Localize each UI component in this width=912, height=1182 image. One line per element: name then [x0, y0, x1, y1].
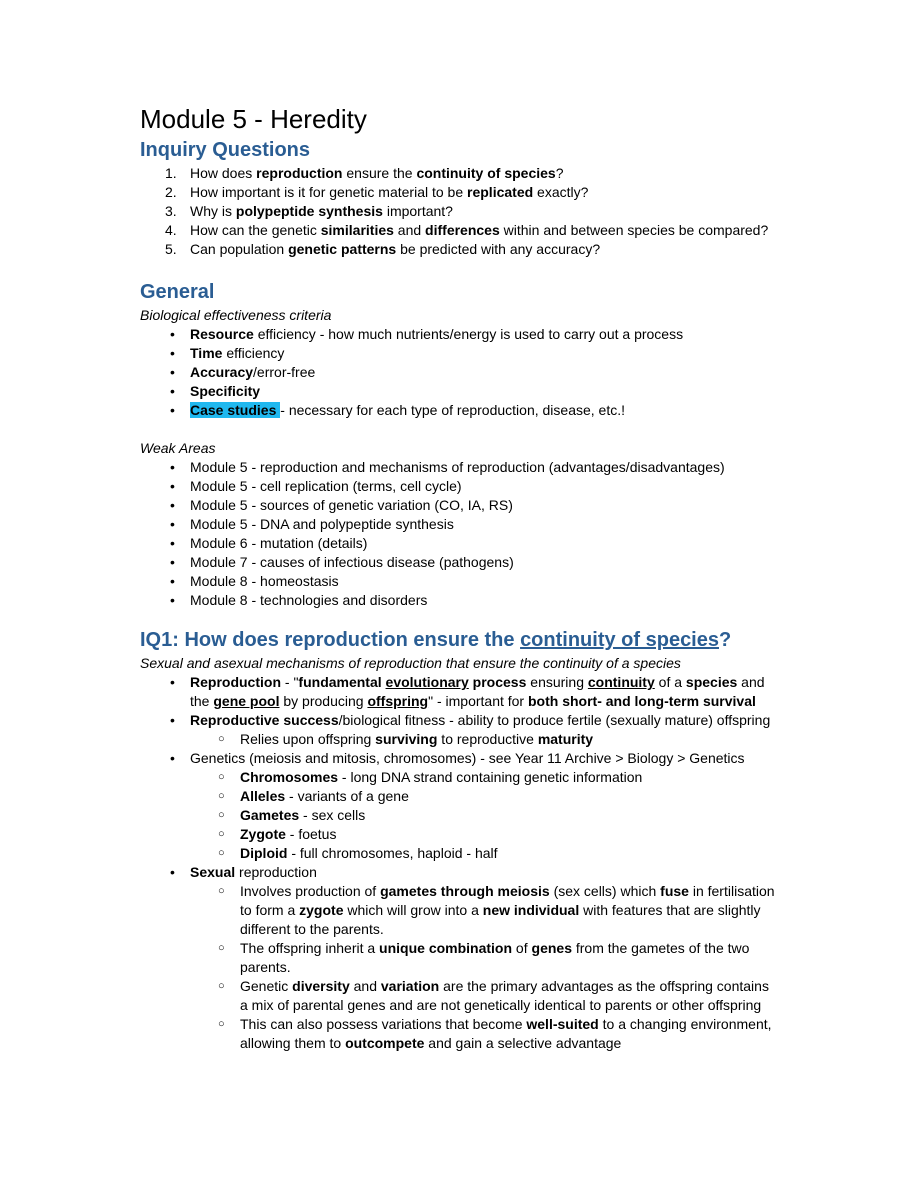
iq1-subitem-text: Relies upon offspring surviving to reproductive maturity [240, 731, 594, 747]
iq1-item [140, 711, 780, 749]
circle-bullet-icon: ○ [218, 1018, 225, 1030]
bullet-icon: • [170, 573, 175, 589]
weak-area-text: Module 8 - technologies and disorders [190, 592, 428, 608]
bullet-icon: • [170, 478, 175, 494]
list-number: 1. [165, 165, 177, 181]
criteria-item [140, 344, 780, 363]
iq1-subitem-text: Genetic diversity and variation are the primary advantages as the offspring contains a mix of parental genes and are not genetically identical to parents or other offspring [240, 978, 769, 1013]
bullet-icon: • [170, 402, 175, 418]
bullet-icon: • [170, 516, 175, 532]
iq1-subitem [190, 844, 780, 863]
iq1-subitem [190, 939, 780, 977]
circle-bullet-icon: ○ [218, 885, 225, 897]
general-heading: General [140, 281, 215, 303]
iq1-subitem [190, 806, 780, 825]
iq1-item-text: Genetics (meiosis and mitosis, chromosomes) - see Year 11 Archive > Biology > Genetics [190, 750, 745, 766]
inquiry-question-text: How important is it for genetic material to be replicated exactly? [190, 184, 589, 200]
criteria-label: Biological effectiveness criteria [140, 307, 332, 323]
inquiry-question-text: Can population genetic patterns be predicted with any accuracy? [190, 241, 601, 257]
weak-areas-list [140, 458, 780, 610]
iq1-sublist [190, 730, 780, 749]
iq1-subtitle: Sexual and asexual mechanisms of reproduction that ensure the continuity of a species [140, 655, 681, 671]
circle-bullet-icon: ○ [218, 828, 225, 840]
inquiry-question-text: Why is polypeptide synthesis important? [190, 203, 453, 219]
iq1-list [140, 673, 780, 1053]
iq1-item [140, 673, 780, 711]
weak-area-text: Module 5 - sources of genetic variation (CO, IA, RS) [190, 497, 513, 513]
iq1-subitem-text: The offspring inherit a unique combination of genes from the gametes of the two parents. [240, 940, 750, 975]
criteria-item [140, 325, 780, 344]
iq1-item [140, 749, 780, 863]
iq1-item-text: Reproduction - "fundamental evolutionary process ensuring continuity of a species and the gene pool by producing offspring" - important for both short- and long-term survival [190, 674, 765, 709]
circle-bullet-icon: ○ [218, 771, 225, 783]
circle-bullet-icon: ○ [218, 733, 225, 745]
criteria-text: Resource efficiency - how much nutrients/energy is used to carry out a process [190, 326, 684, 342]
inquiry-question-text: How can the genetic similarities and differences within and between species be compared? [190, 222, 769, 238]
inquiry-question-item [140, 164, 780, 183]
criteria-text: Time efficiency [190, 345, 285, 361]
iq1-subitem [190, 768, 780, 787]
weak-area-text: Module 6 - mutation (details) [190, 535, 368, 551]
list-number: 2. [165, 184, 177, 200]
weak-area-text: Module 5 - cell replication (terms, cell cycle) [190, 478, 462, 494]
bullet-icon: • [170, 364, 175, 380]
bullet-icon: • [170, 497, 175, 513]
criteria-list [140, 325, 780, 420]
inquiry-questions-list [140, 164, 780, 259]
iq1-subitem-text: This can also possess variations that become well-suited to a changing environment, allowing them to outcompete and gain a selective advantage [240, 1016, 772, 1051]
iq1-item-text: Reproductive success/biological fitness - ability to produce fertile (sexually mature) offspring [190, 712, 771, 728]
criteria-text: Specificity [190, 383, 261, 399]
weak-area-item [140, 534, 780, 553]
weak-area-item [140, 458, 780, 477]
document-content [140, 102, 780, 1053]
weak-area-item [140, 515, 780, 534]
bullet-icon: • [170, 712, 175, 728]
inquiry-question-item [140, 221, 780, 240]
circle-bullet-icon: ○ [218, 847, 225, 859]
circle-bullet-icon: ○ [218, 980, 225, 992]
inquiry-question-item [140, 240, 780, 259]
weak-areas-label: Weak Areas [140, 440, 216, 456]
bullet-icon: • [170, 864, 175, 880]
bullet-icon: • [170, 535, 175, 551]
weak-area-item [140, 553, 780, 572]
weak-area-text: Module 5 - reproduction and mechanisms of reproduction (advantages/disadvantages) [190, 459, 725, 475]
list-number: 5. [165, 241, 177, 257]
bullet-icon: • [170, 674, 175, 690]
inquiry-question-text: How does reproduction ensure the continuity of species? [190, 165, 564, 181]
bullet-icon: • [170, 750, 175, 766]
weak-area-text: Module 7 - causes of infectious disease (pathogens) [190, 554, 514, 570]
iq1-sublist [190, 768, 780, 863]
criteria-item [140, 401, 780, 420]
circle-bullet-icon: ○ [218, 790, 225, 802]
circle-bullet-icon: ○ [218, 942, 225, 954]
weak-area-item [140, 572, 780, 591]
page-title: Module 5 - Heredity [140, 104, 367, 134]
iq1-subitem [190, 730, 780, 749]
iq1-heading: IQ1: How does reproduction ensure the continuity of species? [140, 629, 732, 651]
bullet-icon: • [170, 459, 175, 475]
criteria-item [140, 382, 780, 401]
iq1-subitem [190, 882, 780, 939]
bullet-icon: • [170, 592, 175, 608]
weak-area-item [140, 591, 780, 610]
bullet-icon: • [170, 345, 175, 361]
iq1-subitem-text: Alleles - variants of a gene [240, 788, 409, 804]
inquiry-question-item [140, 202, 780, 221]
circle-bullet-icon: ○ [218, 809, 225, 821]
criteria-text: Case studies - necessary for each type of reproduction, disease, etc.! [190, 402, 626, 418]
list-number: 3. [165, 203, 177, 219]
iq1-subitem-text: Gametes - sex cells [240, 807, 366, 823]
iq1-item-text: Sexual reproduction [190, 864, 317, 880]
iq1-subitem-text: Diploid - full chromosomes, haploid - half [240, 845, 498, 861]
weak-area-text: Module 5 - DNA and polypeptide synthesis [190, 516, 454, 532]
iq1-subitem [190, 977, 780, 1015]
iq1-subitem [190, 825, 780, 844]
inquiry-question-item [140, 183, 780, 202]
criteria-text: Accuracy/error-free [190, 364, 316, 380]
iq1-subitem-text: Involves production of gametes through meiosis (sex cells) which fuse in fertilisation to form a zygote which will grow into a new individual with features that are slightly different to the parents. [240, 883, 775, 937]
inquiry-heading: Inquiry Questions [140, 139, 311, 161]
bullet-icon: • [170, 326, 175, 342]
iq1-subitem-text: Chromosomes - long DNA strand containing genetic information [240, 769, 643, 785]
list-number: 4. [165, 222, 177, 238]
iq1-subitem-text: Zygote - foetus [240, 826, 337, 842]
iq1-item [140, 863, 780, 1053]
iq1-subitem [190, 787, 780, 806]
bullet-icon: • [170, 383, 175, 399]
iq1-subitem [190, 1015, 780, 1053]
iq1-sublist [190, 882, 780, 1053]
weak-area-text: Module 8 - homeostasis [190, 573, 339, 589]
criteria-item [140, 363, 780, 382]
weak-area-item [140, 477, 780, 496]
weak-area-item [140, 496, 780, 515]
bullet-icon: • [170, 554, 175, 570]
